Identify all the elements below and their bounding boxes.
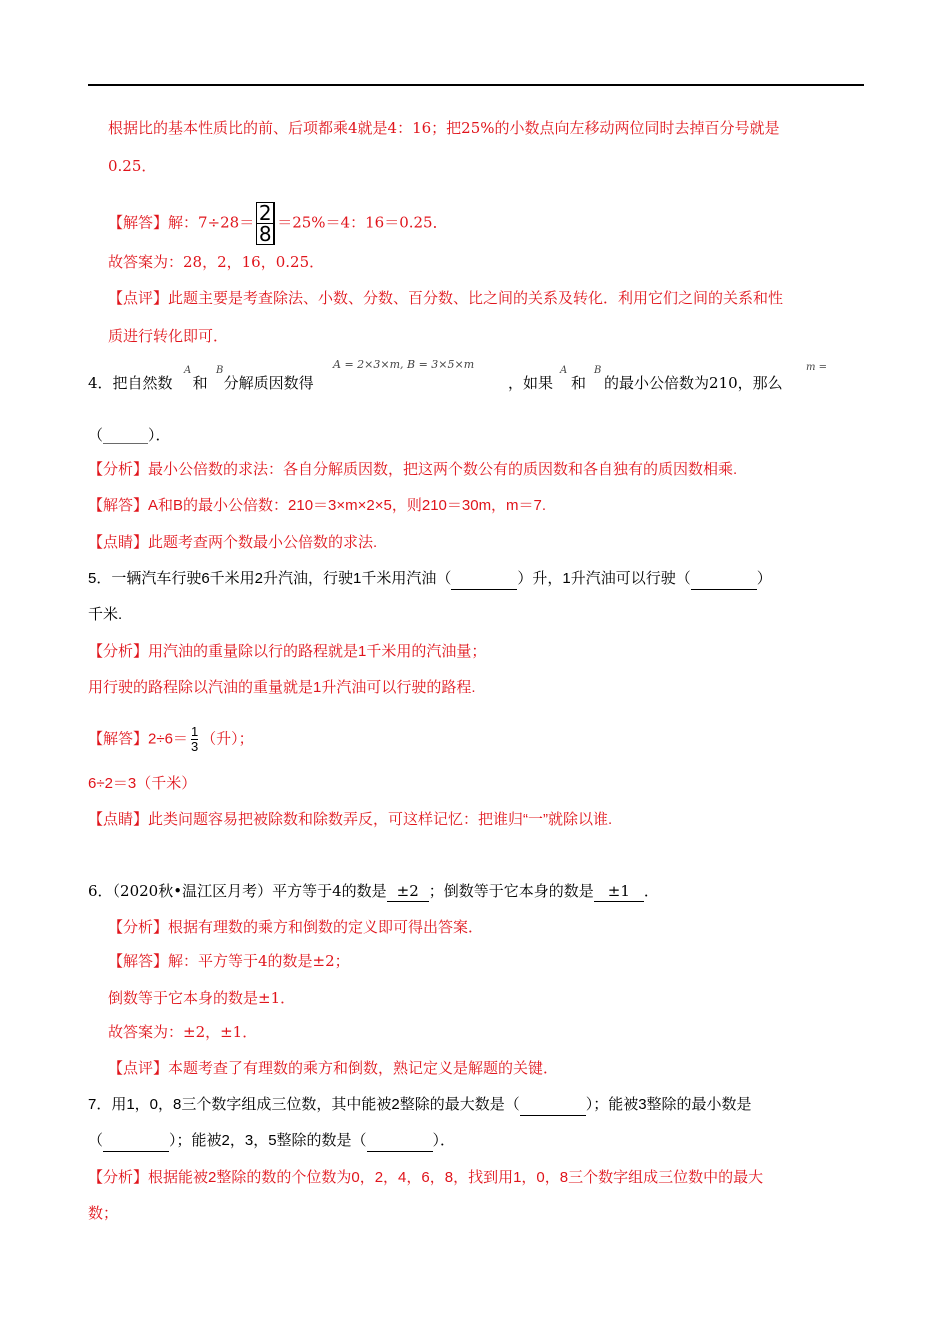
q5-analysis: 【分析】用汽油的重量除以行的路程就是1千米用的汽油量； [88,643,487,660]
q4-var-m: m = [806,362,828,373]
q5-analysis-line2: 用行驶的路程除以汽油的重量就是1升汽油可以行驶的路程. [88,679,476,696]
q7-blank-1[interactable] [520,1095,586,1116]
q4-analysis: 【分析】最小公倍数的求法：各自分解质因数，把这两个数公有的质因数和各自独有的质因数相乘. [88,461,738,478]
q5-answer-line2: 6÷2＝3（千米） [88,775,197,792]
q4-var-a2: A [560,365,568,376]
q4-var-b: B [216,365,224,376]
q3-fraction: $\frac{2}{8}$ [256,202,275,245]
q4-var-a: A [184,365,192,376]
q6-conclusion: 故答案为：±2，±1． [108,1023,258,1041]
q7-blank-2[interactable] [103,1131,169,1152]
q7-analysis-line2: 数； [88,1205,119,1222]
q4-formula: A = 2×3×m, B = 3×5×m [333,358,475,371]
q7-question-cont: （ ）；能被2，3，5整除的数是（ ）． [88,1131,455,1152]
q5-answer: 【解答】2÷6＝ $\frac{1}{3}$ （升）； [88,724,254,754]
q3-comment: 【点评】此题主要是考查除法、小数、分数、百分数、比之间的关系及转化．利用它们之间的关系和性 [108,289,784,307]
header-rule [88,84,864,86]
q7-question: 7．用1，0，8三个数字组成三位数，其中能被2整除的最大数是（ ）；能被3整除的最小数是 [88,1095,752,1116]
q7-analysis: 【分析】根据能被2整除的数的个位数为0，2，4，6，8，找到用1，0，8三个数字组成三位数中的最大 [88,1169,764,1186]
q6-blank-2: ±1 [594,881,644,902]
q6-comment: 【点评】本题考查了有理数的乘方和倒数，熟记定义是解题的关键． [108,1059,559,1077]
q4-blank: （______）． [88,426,171,444]
q4-var-b2: B [594,365,602,376]
q5-comment: 【点睛】此类问题容易把被除数和除数弄反，可这样记忆：把谁归“一”就除以谁. [88,811,613,828]
q4-comment: 【点睛】此题考查两个数最小公倍数的求法. [88,534,378,551]
q3-conclusion: 故答案为：28，2，16，0.25． [108,253,325,271]
q3-analysis-line1: 根据比的基本性质比的前、后项都乘4就是4：16；把25%的小数点向左移动两位同时去掉百分号就是 [108,119,780,137]
q3-comment-line2: 质进行转化即可． [108,327,229,345]
q4-answer: 【解答】A和B的最小公倍数：210＝3×m×2×5，则210＝30m，m＝7. [88,497,547,514]
q6-answer: 【解答】解：平方等于4的数是±2； [108,952,350,970]
q6-answer-line2: 倒数等于它本身的数是±1． [108,989,296,1007]
q7-blank-3[interactable] [367,1131,433,1152]
q5-question-cont: 千米. [88,606,123,623]
q5-blank-1[interactable] [451,569,517,590]
q4-question: 4．把自然数 和 分解质因数得 [88,374,314,392]
q6-blank-1: ±2 [387,881,429,902]
q3-analysis-line2: 0.25． [108,157,157,175]
q6-question: 6．（2020秋•温江区月考）平方等于4的数是 ±2 ；倒数等于它本身的数是 ±1 ． [88,882,659,900]
q6-analysis: 【分析】根据有理数的乘方和倒数的定义即可得出答案． [108,918,484,936]
q3-answer: 【解答】解：7÷28＝ $\frac{2}{8}$ ＝25%＝4：16＝0.25． [108,201,448,246]
q5-question: 5．一辆汽车行驶6千米用2升汽油，行驶1千米用汽油（ ）升，1升汽油可以行驶（ ） [88,569,772,590]
q5-blank-2[interactable] [691,569,757,590]
q5-fraction: $\frac{1}{3}$ [190,724,199,754]
q4-question-cont: ，如果 和 的最小公倍数为210，那么 [508,374,783,392]
